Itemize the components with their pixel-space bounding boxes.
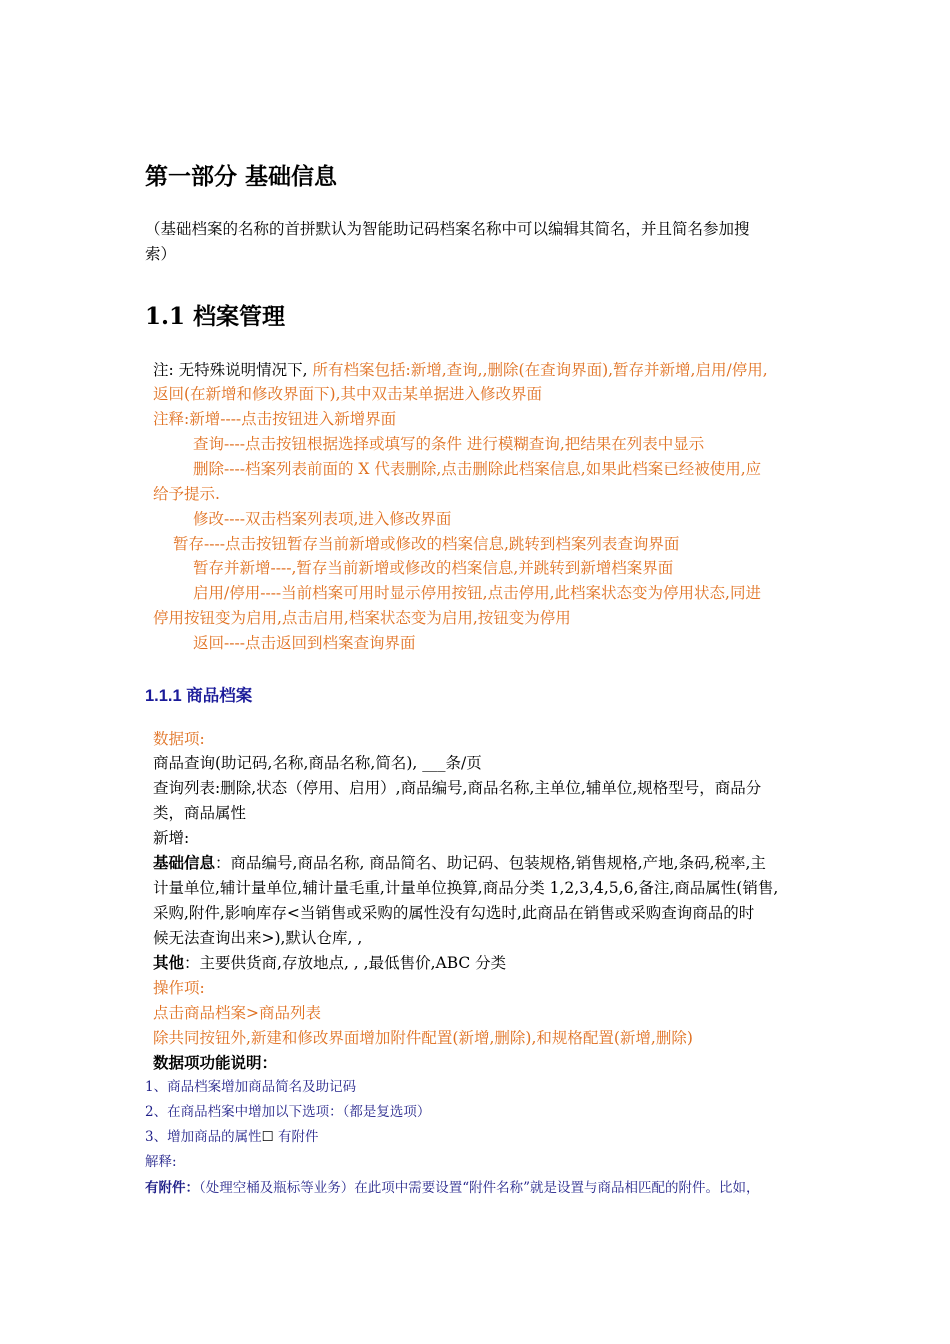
basic-info-text-1: ：商品编号,商品名称, 商品简名、助记码、包装规格,销售规格,产地,条码,税率,主: [215, 854, 766, 872]
ops-line-1: 点击商品档案>商品列表: [153, 1004, 321, 1022]
goods-query-line: 商品查询(助记码,名称,商品名称,简名), ___条/页: [153, 754, 482, 772]
function-item-3-tail: 有附件: [273, 1129, 319, 1145]
intro-line-2: 索）: [145, 245, 177, 263]
attachment-text: （处理空桶及瓶标等业务）在此项中需要设置“附件名称”就是设置与商品相匹配的附件。比如，: [199, 1180, 760, 1196]
basic-info-label: 基础信息: [153, 853, 216, 872]
ops-line-2: 除共同按钮外,新建和修改界面增加附件配置(新增,删除),和规格配置(新增,删除): [153, 1029, 693, 1047]
query-list-line-2: 类，商品属性: [153, 804, 247, 822]
explain-delete-2: 给予提示.: [153, 485, 220, 503]
section-heading-1-1: 1.1 档案管理: [145, 303, 286, 330]
explain-enable-1: 启用/停用----当前档案可用时显示停用按钮,点击停用,此档案状态变为停用状态,同进: [193, 584, 761, 602]
basic-info-line-3: 采购,附件,影响库存<当销售或采购的属性没有勾选时,此商品在销售或采购查询商品的时: [153, 904, 755, 922]
explain-modify: 修改----双击档案列表项,进入修改界面: [193, 510, 452, 528]
other-text: ：主要供货商,存放地点, , ,最低售价,ABC 分类: [184, 954, 507, 972]
attachment-label: 有附件：: [145, 1180, 199, 1196]
note-line-1: [153, 359, 768, 381]
function-item-2: 2、在商品档案中增加以下选项：（都是复选项）: [145, 1104, 431, 1120]
explain-return: 返回----点击返回到档案查询界面: [193, 634, 416, 652]
explain-query: 查询----点击按钮根据选择或填写的条件 进行模糊查询,把结果在列表中显示: [193, 435, 705, 453]
checkbox-icon: ☐: [261, 1129, 274, 1145]
note-line-2: 返回(在新增和修改界面下),其中双击某单据进入修改界面: [153, 385, 543, 403]
query-list-line-1: 查询列表:删除,状态（停用、启用）,商品编号,商品名称,主单位,辅单位,规格型号，商品分: [153, 779, 762, 797]
attachment-line: [145, 1178, 760, 1198]
data-items-label: 数据项:: [153, 730, 205, 748]
explain-add: 注释:新增----点击按钮进入新增界面: [153, 410, 397, 428]
other-label: 其他: [153, 953, 185, 972]
basic-info-line-4: 候无法查询出来>),默认仓库, ,: [153, 929, 363, 947]
function-item-1: 1、商品档案增加商品简名及助记码: [145, 1079, 357, 1095]
section-heading-1-1-1: 1.1.1 商品档案: [145, 687, 253, 705]
explain-label: 解释:: [145, 1154, 177, 1170]
function-item-3-text: 3、增加商品的属性: [145, 1129, 262, 1145]
other-line: [153, 952, 506, 974]
function-item-3: [145, 1127, 319, 1147]
function-desc-label: 数据项功能说明：: [153, 1053, 278, 1072]
intro-line-1: （基础档案的名称的首拼默认为智能助记码档案名称中可以编辑其简名，并且简名参加搜: [145, 220, 750, 238]
basic-info-line-1: [153, 852, 766, 874]
explain-delete-1: 删除----档案列表前面的 X 代表删除,点击删除此档案信息,如果此档案已经被使用,应: [193, 460, 762, 478]
note-line-1-orange: 所有档案包括:新增,查询,,删除(在查询界面),暂存并新增,启用/停用,: [312, 361, 768, 379]
page-title: 第一部分 基础信息: [145, 164, 338, 190]
explain-save: 暂存----点击按钮暂存当前新增或修改的档案信息,跳转到档案列表查询界面: [173, 535, 680, 553]
ops-label: 操作项:: [153, 979, 205, 997]
basic-info-line-2: 计量单位,辅计量单位,辅计量毛重,计量单位换算,商品分类 1,2,3,4,5,6,备注,商品属性(销售,: [153, 879, 779, 897]
note-prefix: 注: 无特殊说明情况下,: [153, 361, 313, 379]
explain-enable-2: 停用按钮变为启用,点击启用,档案状态变为启用,按钮变为停用: [153, 609, 571, 627]
explain-save-new: 暂存并新增----,暂存当前新增或修改的档案信息,并跳转到新增档案界面: [193, 559, 674, 577]
add-label: 新增:: [153, 829, 190, 847]
